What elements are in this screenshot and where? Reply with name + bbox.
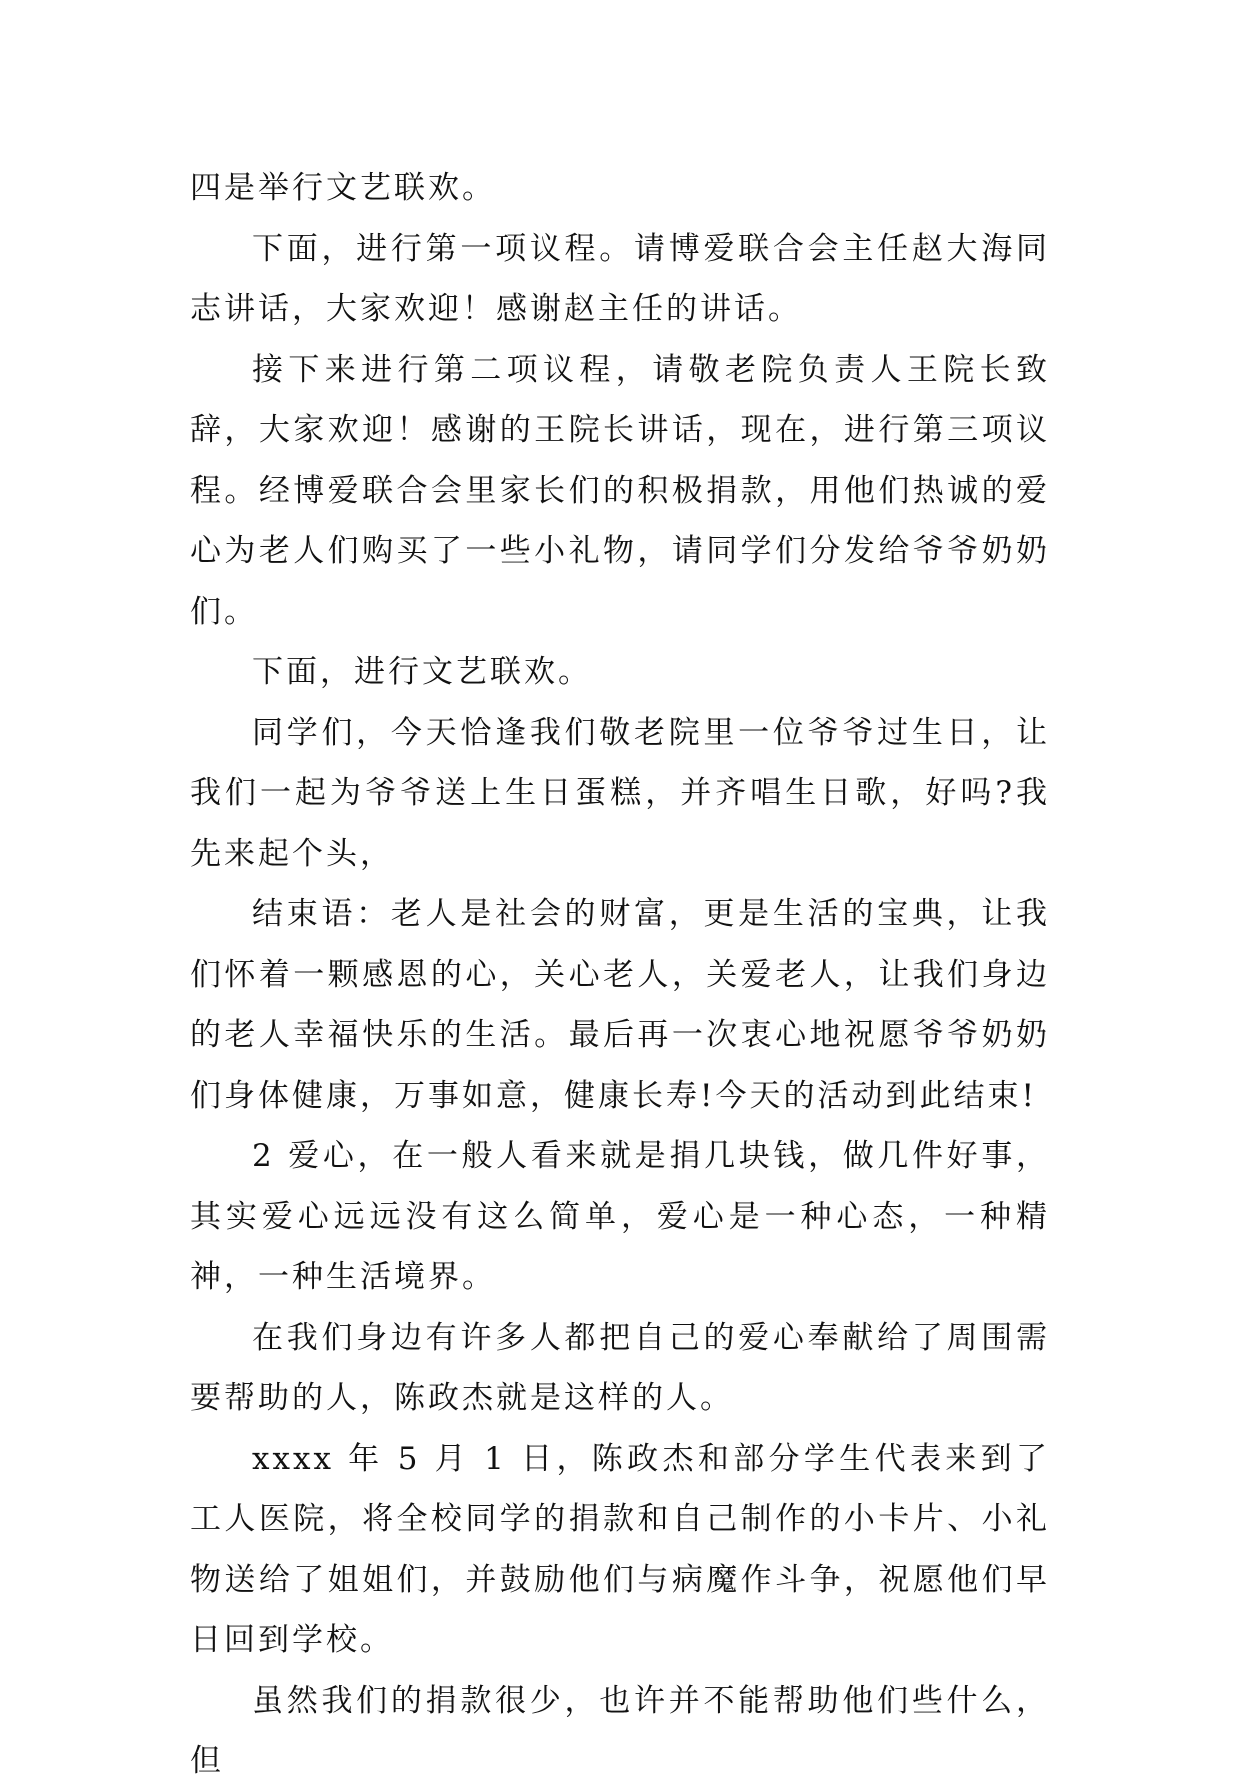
paragraph-art-performance: 下面，进行文艺联欢。 bbox=[252, 654, 592, 690]
paragraph-chen-zhengjie: 在我们身边有许多人都把自己的爱心奉献给了周围需要帮助的人，陈政杰就是这样的人。 bbox=[190, 1319, 1050, 1416]
paragraph-agenda-item-four: 四是举行文艺联欢。 bbox=[190, 170, 496, 206]
paragraph-hospital-visit: xxxx 年 5 月 1 日，陈政杰和部分学生代表来到了工人医院，将全校同学的捐款和自己制作的小卡片、小礼物送给了姐姐们，并鼓励他们与病魔作斗争，祝愿他们早日回到学校。 bbox=[190, 1440, 1050, 1658]
paragraph-birthday: 同学们，今天恰逢我们敬老院里一位爷爷过生日，让我们一起为爷爷送上生日蛋糕，并齐唱生日歌，好吗?我先来起个头， bbox=[190, 714, 1050, 872]
paragraph-first-agenda: 下面，进行第一项议程。请博爱联合会主任赵大海同志讲话，大家欢迎！感谢赵主任的讲话。 bbox=[190, 230, 1050, 327]
paragraph-donation: 虽然我们的捐款很少，也许并不能帮助他们些什么，但 bbox=[190, 1682, 1050, 1779]
paragraph-closing-remarks: 结束语：老人是社会的财富，更是生活的宝典，让我们怀着一颗感恩的心，关心老人，关爱老人，让我们身边的老人幸福快乐的生活。最后再一次衷心地祝愿爷爷奶奶们身体健康，万事如意，健康长寿!今天的活动到此结束! bbox=[190, 896, 1050, 1114]
paragraph-love-definition: 2 爱心，在一般人看来就是捐几块钱，做几件好事，其实爱心远远没有这么简单，爱心是一种心态，一种精神，一种生活境界。 bbox=[190, 1138, 1050, 1295]
document-body bbox=[190, 158, 1050, 1792]
paragraph-second-third-agenda: 接下来进行第二项议程，请敬老院负责人王院长致辞，大家欢迎！感谢的王院长讲话，现在，进行第三项议程。经博爱联合会里家长们的积极捐款，用他们热诚的爱心为老人们购买了一些小礼物，请同学们分发给爷爷奶奶们。 bbox=[190, 351, 1050, 630]
